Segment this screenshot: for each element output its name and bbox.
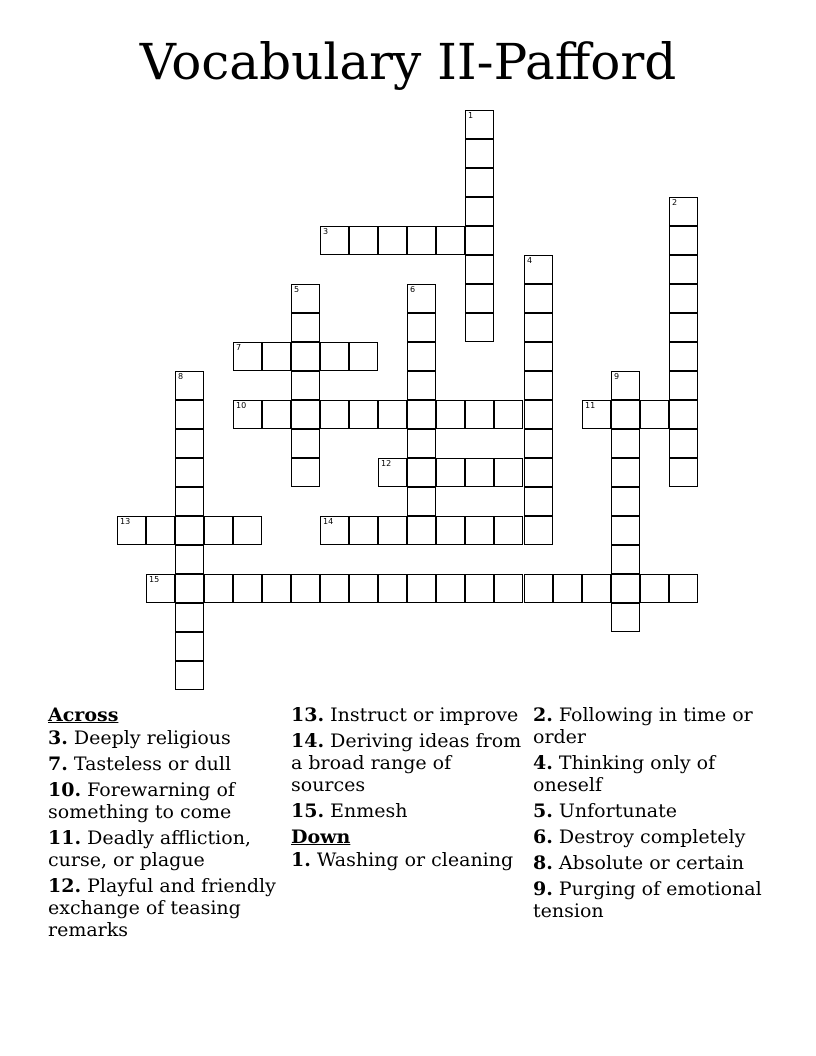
clue-number: 1 [468, 111, 474, 120]
clue-number: 5 [294, 285, 300, 294]
grid-cell[interactable] [175, 487, 204, 516]
grid-cell[interactable] [669, 255, 698, 284]
clue-across-14: 14. Deriving ideas from a broad range of sources [291, 730, 522, 796]
grid-cell[interactable] [465, 255, 494, 284]
grid-cell[interactable] [611, 458, 640, 487]
grid-cell[interactable] [320, 516, 349, 545]
grid-cell[interactable] [175, 603, 204, 632]
grid-cell[interactable] [175, 429, 204, 458]
grid-cell[interactable] [669, 226, 698, 255]
grid-cell[interactable] [524, 516, 553, 545]
grid-cell[interactable] [320, 342, 349, 371]
grid-cell[interactable] [262, 574, 291, 603]
grid-cell[interactable] [436, 458, 465, 487]
grid-cell[interactable] [291, 284, 320, 313]
grid-cell[interactable] [465, 458, 494, 487]
grid-cell[interactable] [669, 429, 698, 458]
grid-cell[interactable] [465, 168, 494, 197]
grid-cell[interactable] [407, 429, 436, 458]
clue-across-11: 11. Deadly affliction, curse, or plague [48, 827, 251, 871]
grid-cell[interactable] [611, 574, 640, 603]
grid-cell[interactable] [320, 226, 349, 255]
grid-cell[interactable] [407, 574, 436, 603]
grid-cell[interactable] [524, 371, 553, 400]
grid-cell[interactable] [175, 371, 204, 400]
grid-cell[interactable] [204, 574, 233, 603]
grid-cell[interactable] [611, 487, 640, 516]
grid-cell[interactable] [146, 516, 175, 545]
grid-cell[interactable] [524, 342, 553, 371]
clue-number: 14 [323, 517, 334, 526]
grid-cell[interactable] [291, 371, 320, 400]
grid-cell[interactable] [640, 400, 669, 429]
grid-cell[interactable] [378, 458, 407, 487]
grid-cell[interactable] [291, 342, 320, 371]
grid-cell[interactable] [611, 603, 640, 632]
grid-cell[interactable] [582, 400, 611, 429]
clue-number: 2 [672, 198, 678, 207]
grid-cell[interactable] [494, 574, 523, 603]
grid-cell[interactable] [494, 400, 523, 429]
grid-cell[interactable] [175, 400, 204, 429]
grid-cell[interactable] [524, 255, 553, 284]
grid-cell[interactable] [320, 574, 349, 603]
clue-number: 15 [149, 575, 160, 584]
grid-cell[interactable] [349, 342, 378, 371]
clue-column-3 [533, 704, 773, 926]
clue-number: 6 [410, 285, 416, 294]
grid-cell[interactable] [233, 516, 262, 545]
clue-down-6: 6. Destroy completely [533, 826, 746, 848]
clue-down-1: 1. Washing or cleaning [291, 849, 514, 871]
grid-cell[interactable] [291, 458, 320, 487]
grid-cell[interactable] [582, 574, 611, 603]
clue-across-7: 7. Tasteless or dull [48, 753, 232, 775]
grid-cell[interactable] [291, 429, 320, 458]
grid-cell[interactable] [175, 516, 204, 545]
clue-number: 13 [120, 517, 131, 526]
grid-cell[interactable] [436, 226, 465, 255]
grid-cell[interactable] [349, 400, 378, 429]
grid-cell[interactable] [465, 313, 494, 342]
clue-across-10: 10. Forewarning of something to come [48, 779, 235, 823]
grid-cell[interactable] [524, 284, 553, 313]
grid-cell[interactable] [436, 516, 465, 545]
grid-cell[interactable] [669, 284, 698, 313]
grid-cell[interactable] [611, 429, 640, 458]
grid-cell[interactable] [349, 226, 378, 255]
across-heading: Across [48, 704, 119, 726]
clue-column-2 [291, 704, 526, 875]
grid-cell[interactable] [407, 400, 436, 429]
grid-cell[interactable] [378, 226, 407, 255]
clue-across-15: 15. Enmesh [291, 800, 408, 822]
clue-down-5: 5. Unfortunate [533, 800, 678, 822]
grid-cell[interactable] [262, 400, 291, 429]
grid-cell[interactable] [669, 313, 698, 342]
grid-cell[interactable] [669, 371, 698, 400]
grid-cell[interactable] [669, 574, 698, 603]
grid-cell[interactable] [436, 400, 465, 429]
grid-cell[interactable] [611, 371, 640, 400]
grid-cell[interactable] [669, 197, 698, 226]
grid-cell[interactable] [407, 226, 436, 255]
grid-cell[interactable] [524, 487, 553, 516]
grid-cell[interactable] [465, 110, 494, 139]
grid-cell[interactable] [465, 400, 494, 429]
clue-number: 4 [527, 256, 533, 265]
grid-cell[interactable] [465, 197, 494, 226]
clue-down-8: 8. Absolute or certain [533, 852, 745, 874]
clue-across-13: 13. Instruct or improve [291, 704, 519, 726]
grid-cell[interactable] [291, 574, 320, 603]
clue-number: 7 [236, 343, 242, 352]
grid-cell[interactable] [524, 429, 553, 458]
grid-cell[interactable] [465, 574, 494, 603]
grid-cell[interactable] [407, 458, 436, 487]
clue-down-4: 4. Thinking only of oneself [533, 752, 716, 796]
grid-cell[interactable] [378, 574, 407, 603]
grid-cell[interactable] [524, 574, 553, 603]
grid-cell[interactable] [524, 313, 553, 342]
grid-cell[interactable] [320, 400, 349, 429]
grid-cell[interactable] [204, 516, 233, 545]
grid-cell[interactable] [524, 400, 553, 429]
page-title: Vocabulary II-Pafford [139, 33, 677, 91]
grid-cell[interactable] [465, 226, 494, 255]
grid-cell[interactable] [291, 400, 320, 429]
grid-cell[interactable] [175, 632, 204, 661]
grid-cell[interactable] [175, 574, 204, 603]
grid-cell[interactable] [669, 342, 698, 371]
grid-cell[interactable] [436, 574, 465, 603]
grid-cell[interactable] [291, 313, 320, 342]
grid-cell[interactable] [407, 342, 436, 371]
grid-cell[interactable] [378, 516, 407, 545]
grid-cell[interactable] [233, 400, 262, 429]
clue-across-3: 3. Deeply religious [48, 727, 231, 749]
grid-cell[interactable] [407, 516, 436, 545]
clue-number: 11 [585, 401, 596, 410]
grid-cell[interactable] [465, 516, 494, 545]
grid-cell[interactable] [494, 516, 523, 545]
grid-cell[interactable] [669, 458, 698, 487]
grid-cell[interactable] [407, 371, 436, 400]
grid-cell[interactable] [117, 516, 146, 545]
grid-cell[interactable] [524, 458, 553, 487]
clue-number: 8 [178, 372, 184, 381]
grid-cell[interactable] [378, 400, 407, 429]
clue-number: 12 [381, 459, 392, 468]
grid-cell[interactable] [465, 284, 494, 313]
grid-cell[interactable] [175, 458, 204, 487]
grid-cell[interactable] [407, 313, 436, 342]
grid-cell[interactable] [611, 516, 640, 545]
grid-cell[interactable] [465, 139, 494, 168]
clue-down-2: 2. Following in time or order [533, 704, 753, 748]
grid-cell[interactable] [407, 487, 436, 516]
clue-number: 3 [323, 227, 329, 236]
grid-cell[interactable] [494, 458, 523, 487]
grid-cell[interactable] [640, 574, 669, 603]
grid-cell[interactable] [175, 545, 204, 574]
grid-cell[interactable] [233, 574, 262, 603]
clue-across-12: 12. Playful and friendly exchange of teasing remarks [48, 875, 276, 941]
grid-cell[interactable] [233, 342, 262, 371]
grid-cell[interactable] [262, 342, 291, 371]
grid-cell[interactable] [146, 574, 175, 603]
grid-cell[interactable] [611, 545, 640, 574]
grid-cell[interactable] [349, 574, 378, 603]
clue-down-9: 9. Purging of emotional tension [533, 878, 762, 922]
clue-column-1 [48, 704, 283, 945]
grid-cell[interactable] [349, 516, 378, 545]
clue-number: 9 [614, 372, 620, 381]
grid-cell[interactable] [611, 400, 640, 429]
grid-cell[interactable] [407, 284, 436, 313]
grid-cell[interactable] [669, 400, 698, 429]
grid-cell[interactable] [553, 574, 582, 603]
clue-number: 10 [236, 401, 247, 410]
down-heading: Down [291, 826, 351, 848]
grid-cell[interactable] [175, 661, 204, 690]
